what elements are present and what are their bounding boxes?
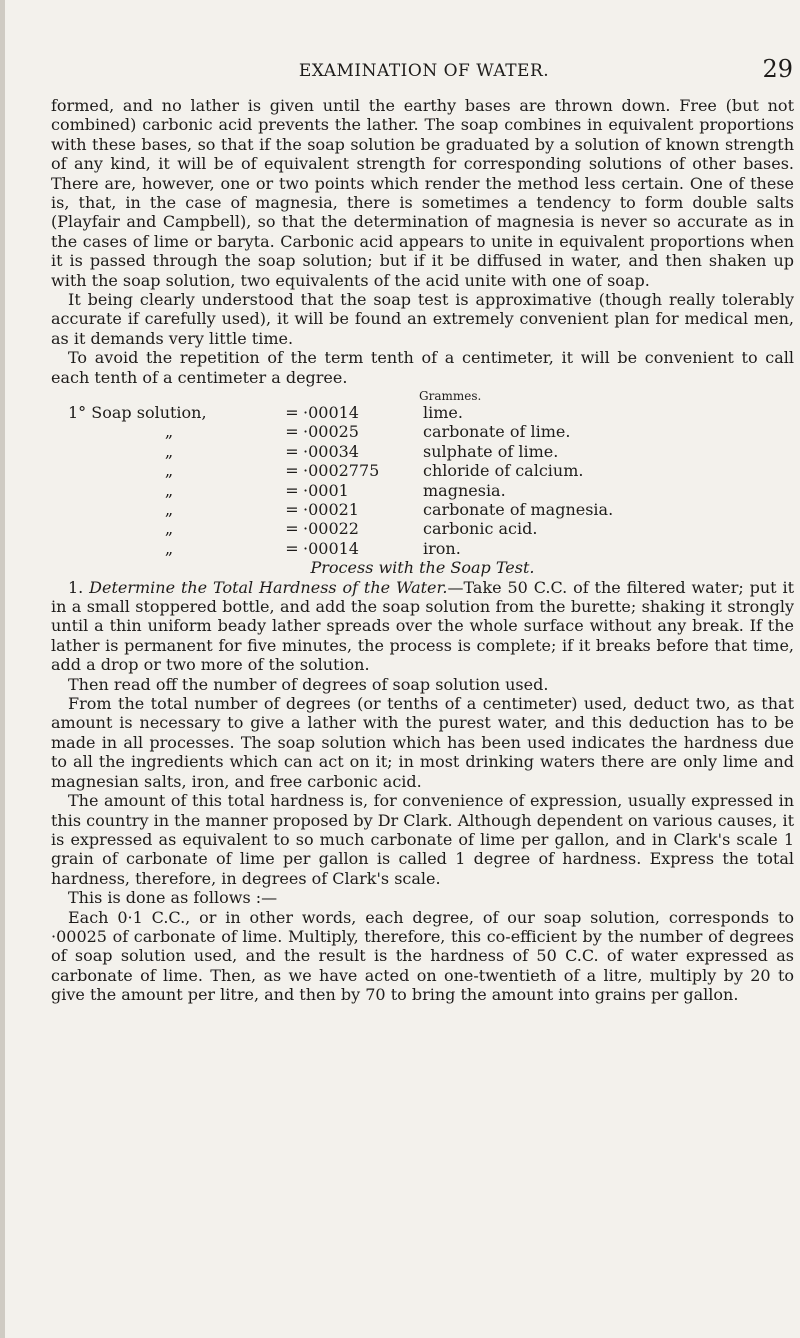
row-value: ·00025 (303, 422, 359, 442)
equals-sign: = (285, 500, 299, 520)
equals-sign: = (285, 480, 299, 500)
row-substance: iron. (423, 538, 461, 558)
row-substance: lime. (423, 403, 463, 423)
table-row (51, 519, 794, 538)
table-row (51, 500, 794, 519)
units-label: Grammes. (419, 389, 482, 404)
paragraph: Each 0·1 C.C., or in other words, each degree, of our soap solution, corresponds to ·00025 of carbonate of lime. Multiply, therefore, this co-efficient by the number of degrees of soap solution used, and the result is the hardness of 50 C.C. of water expressed as carbonate of lime. Then, as we have acted on one-twentieth of a litre, multiply by 20 to give the amount per litre, and then by 70 to bring the amount into grains per gallon. (51, 907, 794, 1005)
step-title: Determine the Total Hardness of the Water. (89, 577, 448, 597)
paragraph: This is done as follows :— (68, 888, 278, 908)
equals-sign: = (285, 461, 299, 481)
row-substance: chloride of calcium. (423, 461, 584, 481)
page-number: 29 (762, 55, 793, 83)
table-row (51, 539, 794, 558)
row-value: ·00014 (303, 403, 359, 423)
row-value: ·0002775 (303, 461, 380, 481)
paragraph: formed, and no lather is given until the earthy bases are thrown down. Free (but not combined) carbonic acid prevents the lather. The soap combines in equivalent proportions with these bases, so that if the soap solution be graduated by a solution of known strength of any kind, it will be of equivalent strength for corresponding solutions of other bases. There are, however, one or two points which render the method less certain. One of these is, that, in the case of magnesia, there is sometimes a tendency to form double salts (Playfair and Campbell), so that the determination of magnesia is never so accurate as in the cases of lime or baryta. Carbonic acid appears to unite in equivalent proportions when it is passed through the soap solution; but if it be diffused in water, and then shaken up with the soap solution, two equivalents of the acid unite with one of soap. (51, 96, 794, 290)
equivalents-table (51, 403, 794, 558)
table-row (51, 481, 794, 500)
row-substance: carbonic acid. (423, 519, 538, 539)
table-row (51, 403, 794, 422)
equals-sign: = (285, 403, 299, 423)
paragraph: From the total number of degrees (or tenths of a centimeter) used, deduct two, as that amount is necessary to give a lather with the purest water, and this deduction has to be made in all processes. The soap solution which has been used indicates the hardness due to all the ingredients which can act on it; in most drinking waters there are only lime and magnesian salts, iron, and free carbonic acid. (51, 694, 794, 791)
row-value: ·0001 (303, 480, 349, 500)
ditto-mark: „ (164, 538, 174, 558)
row-substance: carbonate of magnesia. (423, 500, 614, 520)
paragraph: Then read off the number of degrees of soap solution used. (68, 674, 549, 694)
ditto-mark: „ (164, 422, 174, 442)
equals-sign: = (285, 422, 299, 442)
row-value: ·00034 (303, 441, 359, 461)
ditto-mark: „ (164, 480, 174, 500)
equals-sign: = (285, 538, 299, 558)
running-title: EXAMINATION OF WATER. (298, 61, 550, 81)
ditto-mark: „ (164, 461, 174, 481)
ditto-mark: „ (164, 441, 174, 461)
section-heading: Process with the Soap Test. (310, 558, 535, 578)
running-header (55, 55, 793, 85)
page-edge (0, 0, 5, 1338)
body-text (51, 96, 794, 1005)
row-value: ·00021 (303, 500, 359, 520)
step-text: —Take 50 C.C. of the filtered water; put it in a small stoppered bottle, and add the soap solution from the burette; shaking it strongly until a thin uniform beady lather spreads over the whole surface without any break. If the lather is permanent for five minutes, the process is complete; if it breaks before that time, add a drop or two more of the solution. (51, 577, 795, 675)
row-substance: magnesia. (423, 480, 506, 500)
ditto-mark: „ (164, 500, 174, 520)
paragraph: To avoid the repetition of the term tenth of a centimeter, it will be convenient to call each tenth of a centimeter a degree. (51, 348, 794, 387)
step-paragraph (51, 578, 794, 675)
table-row (51, 442, 794, 461)
row-substance: carbonate of lime. (423, 422, 571, 442)
row-label: 1° Soap solution, (68, 403, 207, 423)
ditto-mark: „ (164, 519, 174, 539)
step-number: 1. (68, 577, 84, 597)
equals-sign: = (285, 519, 299, 539)
table-row (51, 422, 794, 441)
equals-sign: = (285, 441, 299, 461)
row-value: ·00014 (303, 538, 359, 558)
row-value: ·00022 (303, 519, 359, 539)
paragraph: The amount of this total hardness is, for convenience of expression, usually expressed in this country in the manner proposed by Dr Clark. Although dependent on various causes, it is expressed as equivalent to so much carbonate of lime per gallon, and in Clark's scale 1 grain of carbonate of lime per gallon is called 1 degree of hardness. Express the total hardness, therefore, in degrees of Clark's scale. (51, 791, 794, 888)
table-row (51, 461, 794, 480)
row-substance: sulphate of lime. (423, 441, 559, 461)
paragraph: It being clearly understood that the soap test is approximative (though really tolerably accurate if carefully used), it will be found an extremely convenient plan for medical men, as it demands very little time. (51, 290, 794, 348)
